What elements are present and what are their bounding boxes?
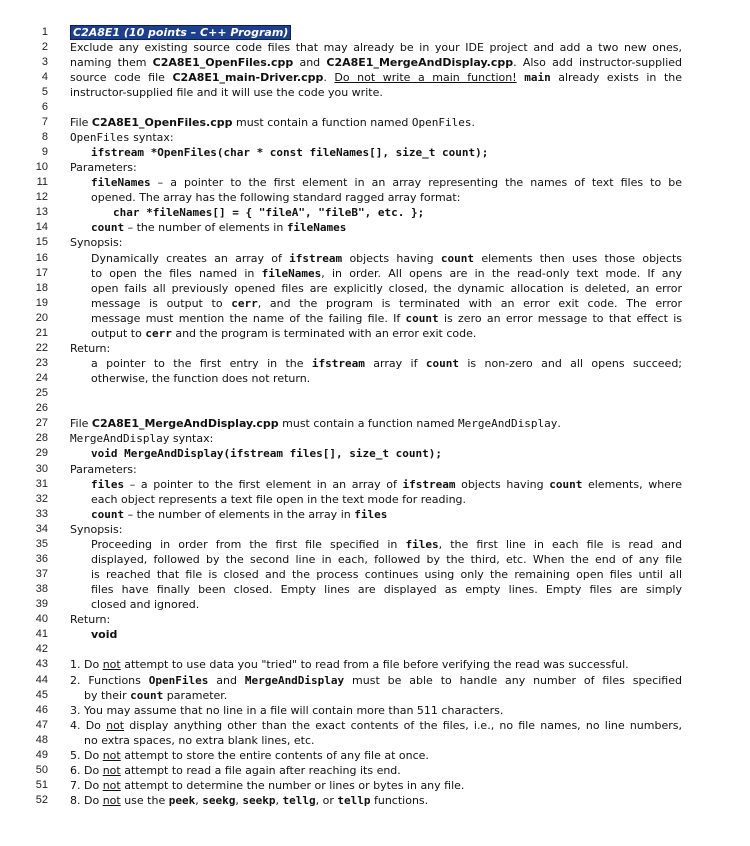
document-line: [0, 341, 750, 356]
text-run: not: [106, 718, 125, 732]
line-number: 33: [35, 507, 48, 520]
text-run: attempt to use data you "tried" to read from a file before verifying the read was successful.: [120, 658, 629, 672]
line-text: [91, 627, 682, 642]
line-text: [113, 205, 682, 220]
document-line: [0, 326, 750, 341]
text-run: ,: [275, 794, 283, 808]
line-text: [70, 462, 682, 477]
text-run: array if: [364, 357, 426, 371]
document-line: [0, 763, 750, 778]
text-run: a pointer to the first entry in the: [91, 357, 312, 371]
line-number: 31: [35, 477, 48, 490]
document-line: [0, 657, 750, 672]
text-run: tellg: [282, 794, 316, 808]
text-run: , the first line in each file is read and: [438, 537, 682, 551]
document-line: [0, 55, 750, 70]
text-run: no extra spaces, no extra blank lines, etc.: [84, 733, 315, 747]
line-text: [91, 266, 682, 281]
text-run: Parameters:: [70, 161, 137, 175]
line-text: [91, 492, 682, 507]
line-number: 30: [35, 462, 48, 475]
document-line: [0, 793, 750, 808]
text-run: tellp: [337, 794, 371, 808]
line-number: 28: [35, 432, 48, 445]
document-line: [0, 100, 750, 115]
line-text: [91, 537, 682, 552]
text-run: C2A8E1_OpenFiles.cpp: [152, 55, 294, 69]
text-run: closed and ignored.: [91, 598, 200, 612]
document-line: [0, 371, 750, 386]
text-run: syntax:: [169, 432, 214, 446]
text-run: count: [91, 507, 125, 521]
text-run: ifstream: [311, 357, 365, 371]
line-text: [70, 70, 682, 85]
line-text: [70, 612, 682, 627]
line-number: 36: [35, 552, 48, 565]
line-number: 34: [35, 522, 48, 535]
document-line: [0, 567, 750, 582]
document-line: [0, 85, 750, 100]
text-run: cerr: [145, 326, 172, 340]
line-text: [70, 416, 682, 431]
line-text: [84, 733, 682, 748]
text-run: source code file: [70, 70, 173, 84]
line-number: 4: [41, 70, 48, 83]
text-run: count: [130, 688, 164, 702]
line-number: 12: [35, 191, 48, 204]
document-line: [0, 431, 750, 446]
text-run: message must mention the name of the failing file. If: [91, 311, 406, 325]
line-number: 15: [35, 236, 48, 249]
text-run: displayed, followed by the second line in each, followed by the third, etc. When the end of any file: [91, 552, 682, 566]
line-text: [91, 507, 682, 522]
line-number: 44: [35, 673, 48, 686]
text-run: File: [70, 115, 92, 129]
line-number: 47: [35, 718, 48, 731]
document-line: [0, 235, 750, 250]
text-run: Dynamically creates an array of: [91, 251, 290, 265]
line-text: [70, 341, 682, 356]
document-line: [0, 266, 750, 281]
text-run: char *fileNames[] = { "fileA", "fileB", etc. };: [113, 206, 425, 220]
line-number: 38: [35, 583, 48, 596]
line-text: [70, 55, 682, 70]
text-run: 5. Do: [70, 748, 103, 762]
text-run: 2. Functions: [70, 673, 149, 687]
text-run: C2A8E1_MergeAndDisplay.cpp: [326, 55, 514, 69]
line-text: [70, 85, 682, 100]
text-run: ,: [195, 794, 203, 808]
line-text: [91, 296, 682, 311]
text-run: attempt to determine the number or lines or bytes in any file.: [120, 779, 465, 792]
text-run: by their: [84, 688, 131, 702]
line-number: 41: [35, 628, 48, 641]
text-run: Exclude any existing source code files that may already be in your IDE project and add a two new ones,: [70, 40, 682, 54]
line-number: 37: [35, 568, 48, 581]
text-run: .: [471, 115, 476, 129]
text-run: – a pointer to the first element in an array representing the names of text files to be: [150, 176, 682, 190]
document-line: [0, 597, 750, 612]
line-text: [84, 688, 682, 703]
text-run: 7. Do: [70, 779, 103, 792]
text-run: must contain a function named: [232, 115, 412, 129]
text-run: count: [405, 311, 439, 325]
line-number: 39: [35, 598, 48, 611]
line-number: 49: [35, 748, 48, 761]
document-line: [0, 416, 750, 431]
line-text: [70, 763, 682, 778]
text-run: syntax:: [129, 130, 174, 144]
document-line: [0, 522, 750, 537]
document-line: [0, 748, 750, 763]
assignment-header: C2A8E1 (10 points – C++ Program): [70, 25, 291, 40]
line-text: [70, 793, 682, 808]
line-number: 22: [35, 341, 48, 354]
text-run: 3. You may assume that no line in a file will contain more than 511 characters.: [70, 703, 504, 717]
text-run: attempt to read a file again after reaching its end.: [120, 763, 401, 777]
line-text: [70, 657, 682, 672]
line-number: 35: [35, 537, 48, 550]
text-run: output to: [91, 326, 146, 340]
line-number: 52: [35, 794, 48, 807]
line-text: [70, 130, 682, 145]
document-line: [0, 703, 750, 718]
text-run: .: [557, 417, 561, 431]
text-run: peek: [168, 794, 196, 808]
line-text: [91, 220, 682, 235]
text-run: Return:: [70, 613, 111, 627]
line-text: [91, 582, 682, 597]
line-text: [91, 251, 682, 266]
text-run: Synopsis:: [70, 236, 123, 250]
text-run: Proceeding in order from the first file specified in: [91, 537, 406, 551]
document-line: [0, 40, 750, 55]
text-run: C2A8E1_main-Driver.cpp: [172, 70, 324, 84]
document-line: [0, 673, 750, 688]
text-run: parameter.: [163, 688, 228, 702]
document-line: [0, 386, 750, 401]
text-run: and the program is terminated with an error exit code.: [171, 326, 477, 340]
text-run: is non-zero and all opens succeed;: [458, 357, 682, 371]
document-line: [0, 25, 750, 40]
line-text: [70, 160, 682, 175]
text-run: 1. Do: [70, 658, 103, 672]
text-run: 6. Do: [70, 763, 103, 777]
text-run: not: [102, 658, 121, 672]
line-text: [70, 40, 682, 55]
line-text: [70, 748, 682, 763]
line-text: [70, 673, 682, 688]
text-run: ifstream *OpenFiles(char * const fileNames[], size_t count);: [91, 146, 489, 160]
text-run: OpenFiles: [411, 115, 472, 129]
line-number: 8: [41, 130, 48, 143]
text-run: C2A8E1_OpenFiles.cpp: [91, 115, 233, 129]
text-run: , in order. All opens are in the read-only text mode. If any: [321, 266, 682, 280]
document-line: [0, 70, 750, 85]
text-run: seekp: [242, 794, 276, 808]
text-run: , or: [315, 794, 338, 808]
document-line: [0, 537, 750, 552]
text-run: each object represents a text file open in the text mode for reading.: [91, 492, 467, 506]
document-line: [0, 733, 750, 748]
document-line: [0, 220, 750, 235]
text-run: cerr: [231, 296, 258, 310]
text-run: files: [91, 477, 125, 491]
text-run: count: [425, 357, 459, 371]
line-number: 21: [35, 326, 48, 339]
line-text: [91, 567, 682, 582]
text-run: C2A8E1_MergeAndDisplay.cpp: [91, 417, 279, 431]
text-run: OpenFiles: [148, 673, 209, 687]
text-run: seekg: [202, 794, 236, 808]
text-run: to open the files named in: [91, 266, 262, 280]
text-run: not: [102, 779, 121, 792]
text-run: and: [293, 55, 327, 69]
line-number: 51: [35, 779, 48, 791]
text-run: 8. Do: [70, 794, 103, 808]
line-text: [70, 431, 682, 446]
document-line: [0, 190, 750, 205]
text-run: functions.: [370, 794, 429, 808]
document-line: [0, 311, 750, 326]
text-run: ifstream: [402, 477, 456, 491]
line-number: 45: [35, 688, 48, 701]
line-number: 9: [41, 146, 48, 159]
line-number: 42: [35, 643, 48, 656]
line-number: 1: [41, 25, 48, 38]
line-number: 7: [41, 115, 48, 128]
text-run: is zero an error message to that effect is: [438, 311, 682, 325]
text-run: – a pointer to the first element in an array of: [124, 477, 403, 491]
text-run: display anything other than the exact contents of the files, i.e., no file names, no line numbers,: [124, 718, 682, 732]
line-text: [70, 25, 682, 40]
document-line: [0, 205, 750, 220]
text-run: , and the program is terminated with an error exit code. The error: [257, 296, 682, 310]
document-line: [0, 296, 750, 311]
line-text: [91, 281, 682, 296]
text-run: 4. Do: [70, 718, 107, 732]
text-run: files have finally been closed. Empty lines are displayed as empty lines. Empty files are simply: [91, 583, 682, 597]
line-text: [91, 190, 682, 205]
line-number: 5: [41, 85, 48, 98]
text-run: OpenFiles: [70, 130, 130, 144]
text-run: count: [549, 477, 583, 491]
line-text: [91, 311, 682, 326]
text-run: use the: [120, 794, 169, 808]
line-number: 6: [41, 100, 48, 113]
document-line: [0, 446, 750, 461]
text-run: must contain a function named: [278, 417, 459, 431]
line-number: 17: [35, 266, 48, 279]
line-text: [70, 522, 682, 537]
document-line: [0, 281, 750, 296]
line-text: [91, 597, 682, 612]
document-line: [0, 401, 750, 416]
text-run: – the number of elements in the array in: [124, 507, 355, 521]
document-line: [0, 582, 750, 597]
text-run: ,: [235, 794, 243, 808]
line-text: [91, 145, 682, 160]
document-line: [0, 612, 750, 627]
text-run: void MergeAndDisplay(ifstream files[], size_t count);: [91, 447, 442, 461]
line-number: 18: [35, 281, 48, 294]
line-number: 32: [35, 492, 48, 505]
text-run: not: [102, 763, 121, 777]
text-run: must be able to handle any number of files specified: [344, 673, 682, 687]
line-number: 43: [35, 658, 48, 671]
line-number: 40: [35, 613, 48, 626]
document-line: [0, 115, 750, 130]
line-number: 29: [35, 447, 48, 460]
text-run: objects having: [342, 251, 441, 265]
text-run: MergeAndDisplay: [244, 673, 345, 687]
line-number: 50: [35, 763, 48, 776]
line-number: 19: [35, 296, 48, 309]
text-run: not: [102, 794, 121, 808]
line-text: [91, 326, 682, 341]
document-line: [0, 627, 750, 642]
document-line: [0, 552, 750, 567]
line-number: 46: [35, 703, 48, 716]
text-run: fileNames: [286, 221, 347, 235]
text-run: Synopsis:: [70, 522, 123, 536]
text-run: MergeAndDisplay: [458, 417, 558, 431]
line-number: 10: [35, 161, 48, 174]
line-number: 16: [35, 251, 48, 264]
text-run: and: [208, 673, 245, 687]
text-run: count: [440, 251, 475, 265]
line-number: 14: [35, 221, 48, 234]
text-run: File: [70, 417, 92, 431]
text-run: elements then uses those objects: [474, 251, 682, 265]
line-text: [70, 718, 682, 733]
text-run: instructor-supplied file and it will use the code you write.: [70, 85, 383, 99]
text-run: attempt to store the entire contents of any file at once.: [120, 748, 429, 762]
line-text: [91, 356, 682, 371]
document-line: [0, 251, 750, 266]
document-line: [0, 175, 750, 190]
document-line: [0, 356, 750, 371]
text-run: opened. The array has the following standard ragged array format:: [91, 191, 461, 205]
line-text: [70, 235, 682, 250]
text-run: Do not write a main function!: [334, 70, 517, 84]
line-text: [91, 477, 682, 492]
document-line: [0, 492, 750, 507]
line-number: 24: [35, 372, 48, 385]
text-run: fileNames: [91, 176, 151, 190]
document-line: [0, 642, 750, 657]
text-run: already exists in the: [550, 70, 682, 84]
text-run: objects having: [455, 477, 550, 491]
document-line: [0, 477, 750, 492]
text-run: open fails all previously opened files are explicitly closed, the dynamic allocation is deleted, an error: [91, 281, 682, 295]
text-run: not: [102, 748, 121, 762]
line-text: [91, 552, 682, 567]
line-text: [91, 175, 682, 190]
text-run: files: [405, 537, 439, 551]
document-line: [0, 688, 750, 703]
text-run: ifstream: [289, 251, 343, 265]
text-run: . Also add instructor-supplied: [513, 55, 682, 69]
line-number: 3: [41, 55, 48, 68]
line-number: 20: [35, 311, 48, 324]
text-run: elements, where: [582, 477, 682, 491]
text-run: Return:: [70, 341, 111, 355]
text-run: message is output to: [91, 296, 232, 310]
line-number: 11: [36, 176, 48, 189]
line-number: 23: [35, 357, 48, 370]
line-text: [70, 115, 682, 130]
text-run: files: [354, 507, 388, 521]
text-run: Parameters:: [70, 462, 137, 476]
text-run: otherwise, the function does not return.: [91, 372, 311, 386]
line-number: 27: [35, 417, 48, 430]
line-number: 25: [35, 387, 48, 400]
document-line: [0, 130, 750, 145]
line-number: 26: [35, 402, 48, 415]
line-text: [91, 446, 682, 461]
text-run: MergeAndDisplay: [70, 432, 170, 446]
text-run: is reached that file is closed and the process continues using only the remaining open files until all: [91, 568, 682, 582]
text-run: – the number of elements in: [124, 221, 287, 235]
document-line: [0, 778, 750, 793]
document-line: [0, 462, 750, 477]
text-run: count: [91, 221, 125, 235]
line-number: 2: [41, 40, 48, 53]
document-line: [0, 718, 750, 733]
line-text: [70, 703, 682, 718]
text-run: void: [91, 628, 118, 642]
document-line: [0, 507, 750, 522]
text-run: naming them: [70, 55, 153, 69]
line-text: [70, 778, 682, 793]
text-run: fileNames: [261, 266, 322, 280]
line-number: 13: [35, 206, 48, 219]
document-line: [0, 160, 750, 175]
line-number: 48: [35, 733, 48, 746]
text-run: main: [524, 70, 551, 84]
line-text: [91, 371, 682, 386]
document-line: [0, 145, 750, 160]
text-run: .: [323, 70, 335, 84]
